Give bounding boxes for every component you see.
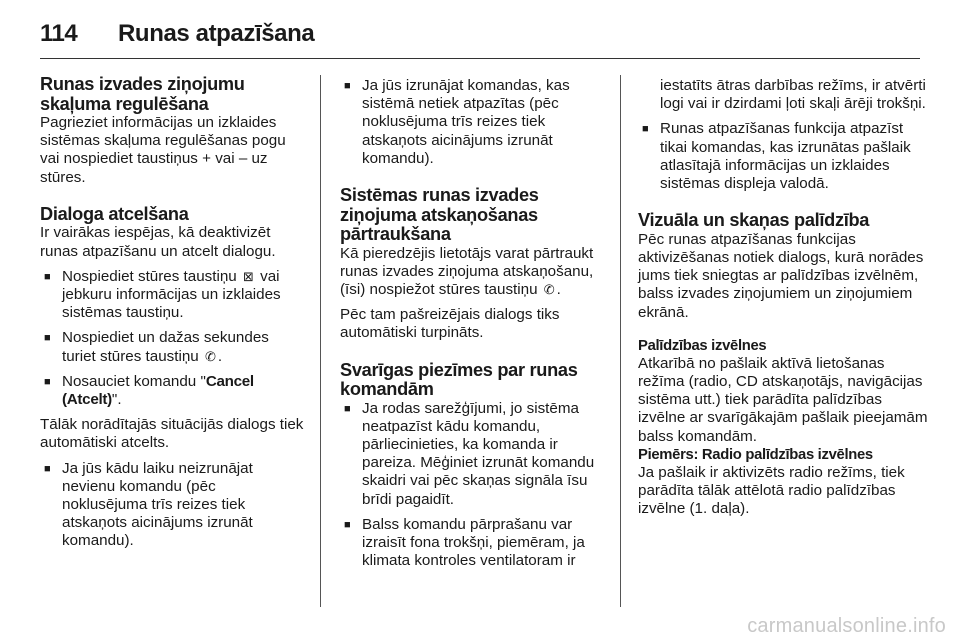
paragraph: Ja pašlaik ir aktivizēts radio režīms, tiek parādīta tālāk attēlotā radio palīdzības izvēlne (1. daļa). <box>638 463 905 518</box>
phone-off-icon: ⊠ <box>243 268 254 284</box>
command-name: Cancel (Atcelt) <box>62 372 254 408</box>
section-heading-help: Vizuāla un skaņas palīdzība <box>638 210 870 231</box>
section-heading-interrupt: Sistēmas runas izvades ziņojuma atskaņošanas pārtraukšana <box>340 185 539 245</box>
section-heading-volume: Runas izvades ziņojumu skaļuma regulēšana <box>40 74 245 114</box>
subheading-example: Piemērs: Radio palīdzības izvēlnes <box>638 446 873 463</box>
watermark: carmanualsonline.info <box>747 615 946 637</box>
running-title: Runas atpazīšana <box>118 20 315 47</box>
list-item: ■ Nospiediet stūres taustiņu ⊠ vai jebkuru informācijas un izklaides sistēmas taustiņu. <box>44 268 305 323</box>
list-item: ■ Runas atpazīšanas funkcija atpazīst tikai komandas, kas izrunātas pašlaik atlasītajā informācijas un izklaides sistēmas displeja valodā. <box>642 120 928 193</box>
paragraph: Tālāk norādītajās situācijās dialogs tiek automātiski atcelts. <box>40 416 304 452</box>
paragraph: Atkarībā no pašlaik aktīvā lietošanas režīma (radio, CD atskaņotājs, navigācijas sistēma utt.) tiek parādīta palīdzības izvēlne ar svarīgākajām pašlaik pieejamām balss komandām. <box>638 354 928 445</box>
list-item: ■ Ja jūs kādu laiku neizrunājat nevienu komandu (pēc noklusējuma trīs reizes tiek atskaņots aicinājums izrunāt komandu). <box>44 460 305 551</box>
list-item: ■ Balss komandu pārprašanu var izraisīt fona trokšņi, piemēram, ja klimata kontroles ventilatoram ir <box>344 516 606 571</box>
list-item: ■ Nosauciet komandu "Cancel (Atcelt)". <box>44 373 305 409</box>
list-item: ■ Ja rodas sarežģījumi, jo sistēma neatpazīst kādu komandu, pārliecinieties, ka komanda ir pareiza. Mēģiniet izrunāt komandu skaidri vai pēc skaņas signāla īsu brīdi pagaidīt. <box>344 400 606 509</box>
column-divider-2 <box>620 75 621 607</box>
paragraph: Pēc runas atpazīšanas funkcijas aktivizēšanas notiek dialogs, kurā norādes jums tiek sniegtas ar palīdzības izvēlnēm, balss izvades ziņojumiem un ziņojumiem ekrānā. <box>638 230 924 321</box>
column-2 <box>340 77 606 570</box>
voice-icon: ✆ <box>543 281 555 297</box>
list-item: ■ Nospiediet un dažas sekundes turiet stūres taustiņu ✆ . <box>44 329 305 365</box>
section-heading-notes: Svarīgas piezīmes par runas komandām <box>340 359 578 400</box>
section-heading-cancel-dialog: Dialoga atcelšana <box>40 203 189 224</box>
page-header <box>40 14 920 59</box>
paragraph: Ir vairākas iespējas, kā deaktivizēt runas atpazīšanu un atcelt dialogu. <box>40 224 276 260</box>
column-divider-1 <box>320 75 321 607</box>
column-1 <box>40 75 305 551</box>
list-item: ■ Ja jūs izrunājat komandas, kas sistēmā netiek atpazītas (pēc noklusējuma trīs reizes tiek atskaņots aicinājums izrunāt komandu). <box>344 77 606 168</box>
page-number: 114 <box>40 20 78 47</box>
column-3 <box>638 77 928 518</box>
voice-icon: ✆ <box>205 348 216 364</box>
subheading-help-menus: Palīdzības izvēlnes <box>638 337 767 354</box>
paragraph: Pēc tam pašreizējais dialogs tiks automātiski turpināts. <box>340 306 560 342</box>
paragraph: Kā pieredzējis lietotājs varat pārtraukt runas izvades ziņojuma atskaņošanu, (īsi) nospiežot stūres taustiņu ✆ . <box>340 244 594 298</box>
paragraph: Pagrieziet informācijas un izklaides sistēmas skaļuma regulēšanas pogu vai nospiediet taustiņus + vai – uz stūres. <box>40 114 286 186</box>
paragraph-continued: iestatīts ātras darbības režīms, ir atvērti logi vai ir dzirdami ļoti skaļi ārēji trokšņi. <box>660 77 926 113</box>
